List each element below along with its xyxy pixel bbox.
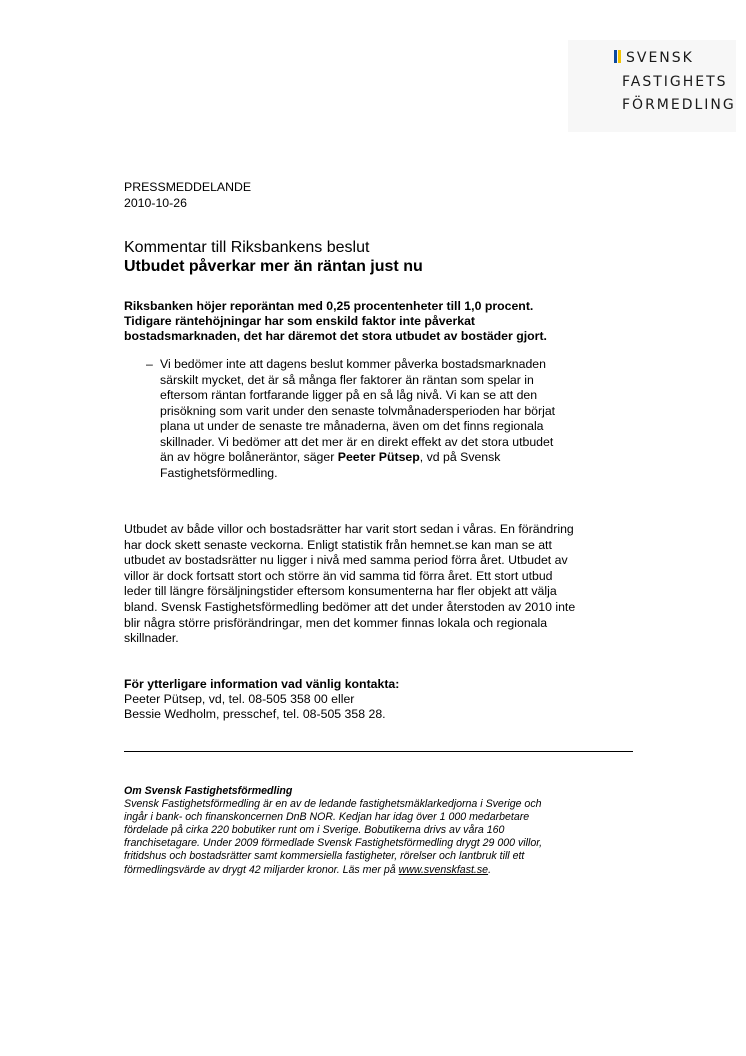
logo-line-2: FASTIGHETS (622, 74, 728, 90)
about-text: förmedlingsvärde av drygt 42 miljarder kronor. Läs mer på (124, 863, 399, 876)
quote-line (160, 450, 555, 466)
website-link[interactable]: www.svenskfast.se (398, 863, 489, 876)
body-line: utbudet av bostadsrätter nu ligger i nivå med samma period förra året. Utbudet av (124, 553, 568, 568)
about-line: fördelade på cirka 220 bobutiker runt om i Sverige. Bobutikerna drivs av våra 160 (124, 824, 505, 837)
headline: Utbudet påverkar mer än räntan just nu (124, 258, 423, 275)
about-text-end: . (488, 863, 492, 876)
quote-line: prisökning som varit under den senaste tolvmånadersperioden har börjat (160, 403, 556, 418)
quote-line: Vi bedömer inte att dagens beslut kommer påverka bostadsmarknaden (160, 357, 546, 371)
about-line (124, 864, 542, 877)
quote-line: plana ut under de senaste tre månaderna, även om det finns regionala (160, 419, 544, 433)
contact-heading: För ytterligare information vad vänlig kontakta: (124, 677, 400, 691)
body-line: Utbudet av både villor och bostadsrätter har varit stort sedan i våras. En förändring (124, 522, 574, 536)
quote-paragraph (160, 357, 555, 481)
contact-line: Bessie Wedholm, presschef, tel. 08-505 358 28. (124, 707, 386, 721)
about-section (124, 785, 542, 877)
lead-line: bostadsmarknaden, det har däremot det stora utbudet av bostäder gjort. (124, 329, 547, 343)
quote-line: eftersom räntan fortfarande ligger på en så låg nivå. Vi kan se att den (160, 388, 538, 402)
body-line: blir några större prisförändringar, men det kommer finnas lokala och regionala (124, 615, 548, 630)
swedish-flag-icon (614, 50, 622, 67)
body-line: villor är dock fortsatt stort och större än vid samma tid förra året. Ett stort utbud (124, 568, 553, 583)
logo-line-1 (614, 50, 694, 67)
quote-text: än av högre bolåneräntor, säger (160, 450, 335, 464)
about-line: franchisetagare. Under 2009 förmedlade Svensk Fastighetsförmedling drygt 29 000 villor, (124, 837, 543, 850)
body-line: bland. Svensk Fastighetsförmedling bedömer att det under återstoden av 2010 inte (124, 599, 576, 614)
lead-line: Tidigare räntehöjningar har som enskild faktor inte påverkat (124, 314, 476, 328)
quote-line: skillnader. Vi bedömer att det mer är en direkt effekt av det stora utbudet (160, 434, 554, 449)
speaker-name: Peeter Pütsep (337, 450, 420, 464)
document-date: 2010-10-26 (124, 196, 187, 210)
quote-line: Fastighetsförmedling. (160, 465, 278, 480)
about-line: ingår i bank- och finanskoncernen DnB NOR. Kedjan har idag över 1 000 medarbetare (124, 811, 530, 824)
body-line: skillnader. (124, 631, 179, 646)
title-kicker: Kommentar till Riksbankens beslut (124, 239, 370, 256)
about-line: Svensk Fastighetsförmedling är en av de ledande fastighetsmäklarkedjorna i Sverige och (124, 798, 542, 811)
lead-paragraph (124, 299, 547, 344)
speaker-title: , vd på Svensk (419, 450, 501, 464)
document-type: PRESSMEDDELANDE (124, 180, 252, 194)
about-heading: Om Svensk Fastighetsförmedling (124, 785, 293, 797)
quote-bullet: – (146, 357, 153, 371)
logo-text-svensk: SVENSK (626, 50, 694, 66)
contact-line: Peeter Pütsep, vd, tel. 08-505 358 00 eller (124, 692, 355, 706)
divider (124, 751, 633, 752)
company-logo (568, 40, 736, 132)
logo-line-3: FÖRMEDLING (622, 97, 736, 113)
about-line: fritidshus och bostadsrätter samt kommersiella fastigheter, rörelser och lantbruk till ett (124, 850, 525, 863)
body-line: leder till längre försäljningstider eftersom konsumenterna har fler objekt att välja (124, 584, 557, 599)
body-paragraph (124, 522, 575, 647)
lead-line: Riksbanken höjer reporäntan med 0,25 procentenheter till 1,0 procent. (124, 299, 534, 313)
contact-section (124, 677, 399, 722)
body-line: har dock skett senaste veckorna. Enligt statistik från hemnet.se kan man se att (124, 537, 552, 552)
quote-line: särskilt mycket, det är så många fler faktorer än räntan som spelar in (160, 372, 534, 387)
